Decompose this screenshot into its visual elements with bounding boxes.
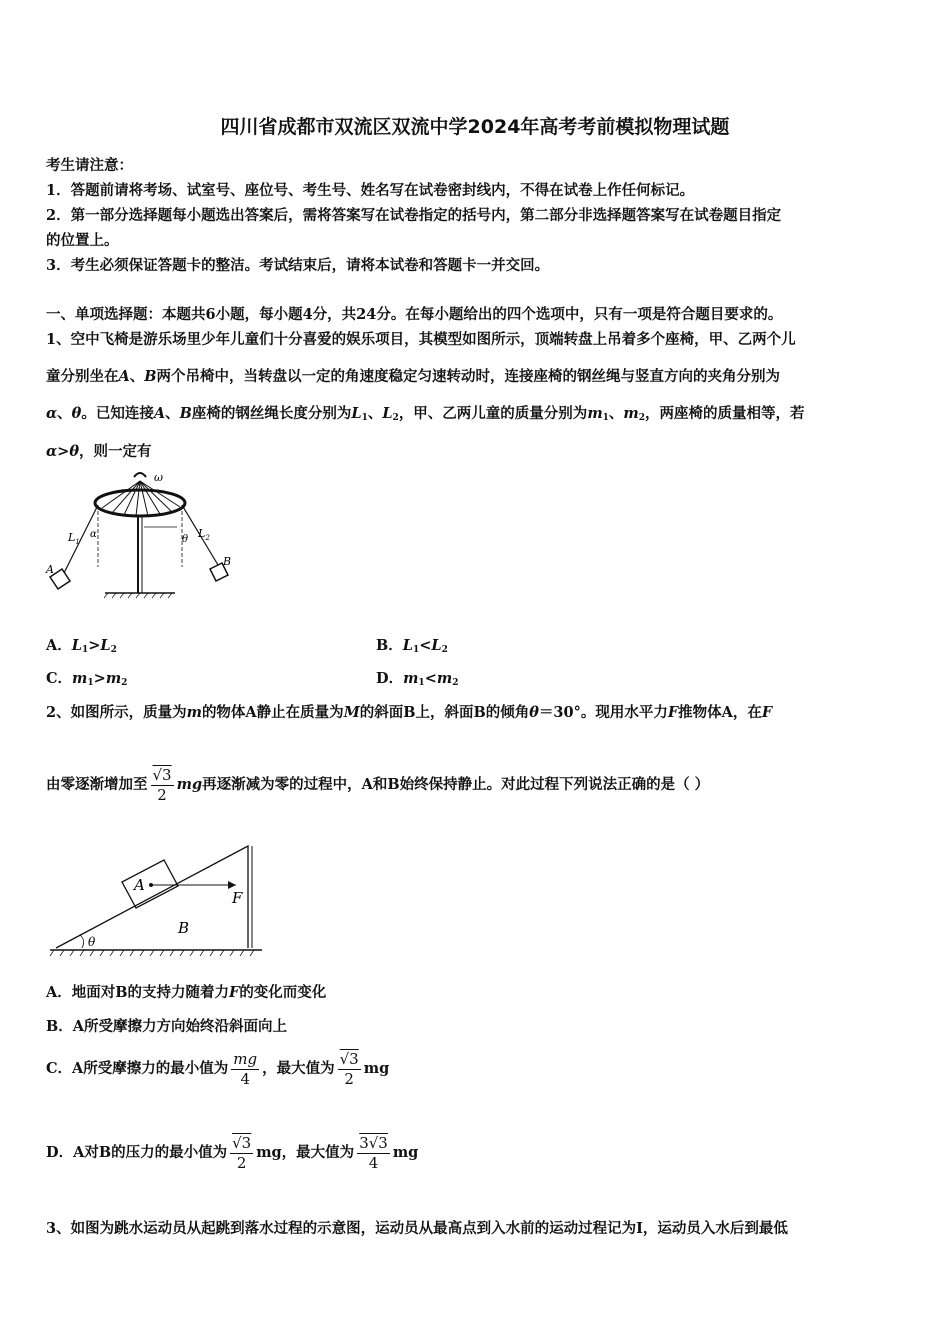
label-B: B — [223, 555, 232, 568]
q3-line: 3、如图为跳水运动员从起跳到落水过程的示意图，运动员从最高点到入水前的运动过程记为I，运动员入水后到最低 — [46, 1220, 788, 1237]
label-A: A — [46, 563, 54, 576]
notice-heading: 考生请注意： — [46, 157, 133, 174]
q2-line: 由零逐渐增加至 $\frac{√3}{2}$ mg再逐渐减为零的过程中，A和B始终保持静止。对此过程下列说法正确的是（ ） — [46, 766, 710, 804]
label-alpha: α — [90, 529, 97, 540]
omega-label: ω — [154, 471, 163, 484]
flying-chair-figure — [40, 465, 240, 605]
q2-option-a[interactable]: A．地面对B的支持力随着力F的变化而变化 — [46, 984, 327, 1001]
label-L2: $L_2$ — [198, 527, 210, 542]
section-heading: 一、单项选择题：本题共6小题，每小题4分，共24分。在每小题给出的四个选项中，只有一项是符合题目要求的。 — [46, 306, 783, 323]
q2-line: 2、如图所示，质量为m的物体A静止在质量为M的斜面B上，斜面B的倾角θ＝30°。现用水平力F推物体A，在F — [46, 704, 773, 721]
notice-item: 3．考生必须保证答题卡的整洁。考试结束后，请将本试卷和答题卡一并交回。 — [46, 257, 550, 274]
notice-item: 2．第一部分选择题每小题选出答案后，需将答案写在试卷指定的括号内，第二部分非选择题答案写在试卷题目指定 — [46, 207, 782, 224]
q2-option-d[interactable]: D．A对B的压力的最小值为 $\frac{√3}{2}$ mg，最大值为 $\frac{3√3}{4}$ mg — [46, 1134, 419, 1172]
block-label-A: A — [134, 876, 145, 894]
incline-label-B: B — [178, 919, 190, 937]
notice-item: 1．答题前请将考场、试室号、座位号、考生号、姓名写在试卷密封线内，不得在试卷上作任何标记。 — [46, 182, 695, 199]
q1-option-d[interactable]: D．$m_1<m_2$ — [376, 670, 459, 688]
q1-option-a[interactable]: A．$L_1>L_2$ — [46, 637, 117, 655]
q1-line: 童分别坐在A、B两个吊椅中，当转盘以一定的角速度稳定匀速转动时，连接座椅的钢丝绳与竖直方向的夹角分别为 — [46, 368, 781, 385]
q1-option-c[interactable]: C．$m_1>m_2$ — [46, 670, 128, 688]
q2-option-c[interactable]: C．A所受摩擦力的最小值为 $\frac{mg}{4}$ ，最大值为 $\frac{√3}{2}$ mg — [46, 1050, 390, 1088]
page-title: 四川省成都市双流区双流中学2024年高考考前模拟物理试题 — [220, 116, 730, 138]
q1-option-b[interactable]: B．$L_1<L_2$ — [376, 637, 448, 655]
label-L1: $L_1$ — [68, 531, 80, 546]
q1-line: α>θ，则一定有 — [46, 443, 152, 460]
label-theta: θ — [182, 534, 189, 545]
force-label-F: F — [232, 889, 243, 907]
angle-label-theta: θ — [88, 935, 96, 949]
q1-line: α、θ。已知连接A、B座椅的钢丝绳长度分别为$L_1$、$L_2$，甲、乙两儿童的质量分别为$m_1$、$m_2$，两座椅的质量相等，若 — [46, 405, 805, 423]
q2-option-b[interactable]: B．A所受摩擦力方向始终沿斜面向上 — [46, 1018, 288, 1035]
incline-figure — [46, 840, 266, 962]
q1-line: 1、空中飞椅是游乐场里少年儿童们十分喜爱的娱乐项目，其模型如图所示，顶端转盘上吊着多个座椅，甲、乙两个儿 — [46, 331, 796, 348]
notice-item: 的位置上。 — [46, 232, 119, 249]
